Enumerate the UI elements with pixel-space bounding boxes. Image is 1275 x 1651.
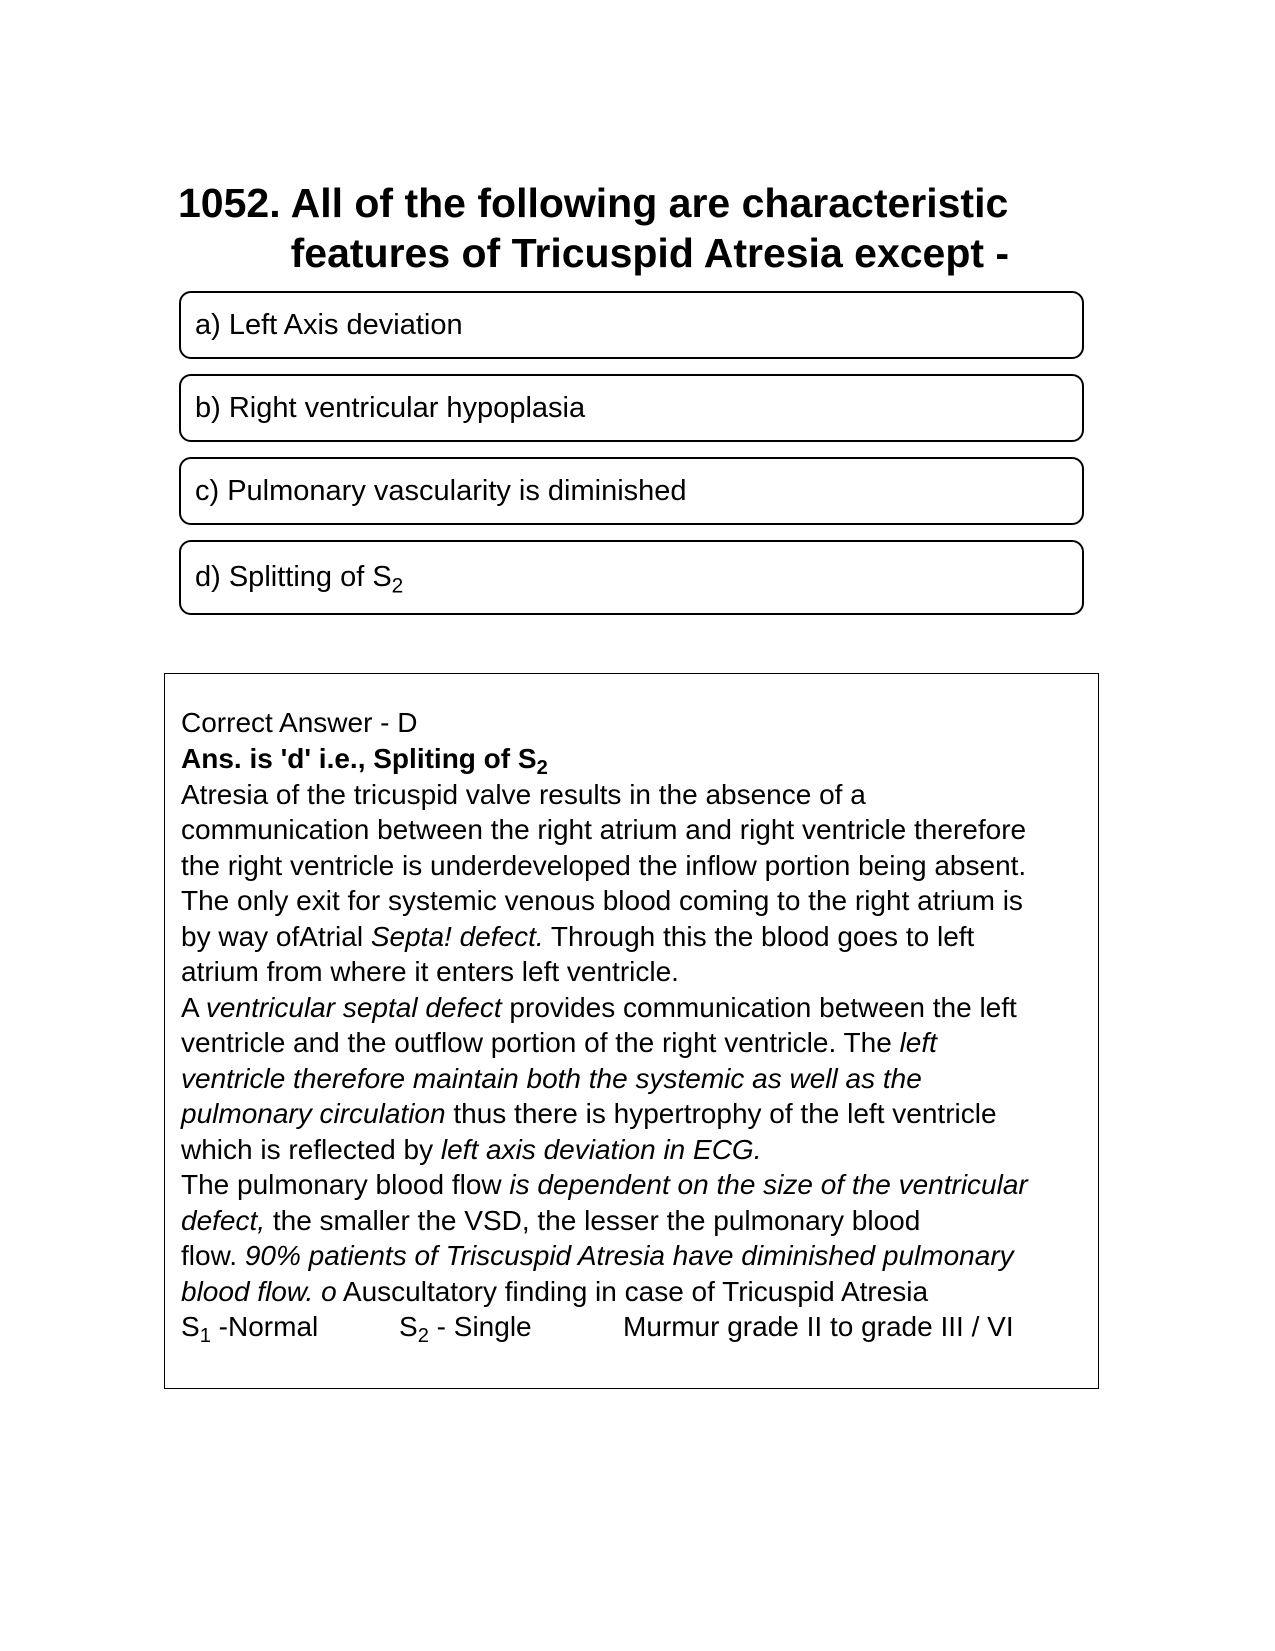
text-line: atrium from where it enters left ventricle.: [181, 956, 679, 987]
option-c[interactable]: [179, 457, 1084, 525]
answer-heading-subscript: 2: [536, 757, 548, 780]
s1-subscript: 1: [199, 1325, 211, 1348]
text-line: [181, 1274, 1082, 1310]
option-a[interactable]: [179, 291, 1084, 359]
text-line: [181, 1132, 1082, 1168]
finding-murmur: Murmur grade II to grade III / VI: [623, 1311, 1014, 1342]
text-line: communication between the right atrium and right ventricle therefore: [181, 814, 1027, 845]
s2-symbol: S: [399, 1311, 418, 1342]
text-line: [181, 1167, 1082, 1203]
option-d-subscript: 2: [391, 574, 404, 598]
option-d[interactable]: [179, 540, 1084, 615]
italic-span: Septa! defect.: [370, 920, 544, 952]
s1-value: -Normal: [210, 1311, 319, 1342]
question-number: 1052.: [178, 180, 281, 226]
italic-span: ventricular septal defect: [205, 991, 502, 1023]
option-c-label: c) Pulmonary vascularity is diminished: [195, 474, 687, 507]
italic-span: ventricle therefore maintain both the systemic as well as the: [181, 1062, 922, 1094]
text-span: provides communication between the left: [501, 991, 1017, 1023]
s2-subscript: 2: [417, 1325, 429, 1348]
text-span: Through this the blood goes to left: [543, 920, 975, 952]
auscultatory-findings: [181, 1309, 1082, 1348]
option-d-label: [195, 561, 404, 598]
text-line: the right ventricle is underdeveloped the inflow portion being absent.: [181, 849, 1027, 881]
question-text: All of the following are characteristic features of Tricuspid Atresia except -: [290, 180, 1010, 276]
explanation-paragraph-1: [181, 777, 1082, 990]
text-line: [181, 1061, 1082, 1097]
text-line: [181, 919, 1082, 955]
italic-span: pulmonary circulation: [181, 1098, 446, 1129]
text-span: flow.: [181, 1240, 245, 1271]
correct-answer: Correct Answer - D: [181, 707, 418, 738]
text-span: the smaller the VSD, the lesser the pulmonary blood: [265, 1204, 921, 1236]
explanation-paragraph-3: [181, 1167, 1082, 1309]
option-b[interactable]: [179, 374, 1084, 442]
finding-s1: [181, 1309, 399, 1348]
text-span: The pulmonary blood flow: [181, 1169, 510, 1200]
answer-explanation-box: [164, 673, 1099, 1389]
finding-s2: [399, 1309, 623, 1348]
text-span: ventricle and the outflow portion of the right ventricle. The: [181, 1027, 900, 1058]
answer-heading: [181, 741, 1082, 780]
s1-symbol: S: [181, 1311, 200, 1342]
text-line: [181, 1096, 1082, 1132]
text-line: [181, 1025, 1082, 1061]
explanation-paragraph-2: [181, 990, 1082, 1168]
text-line: [181, 990, 1082, 1026]
text-span: thus there is hypertrophy of the left ventricle: [445, 1098, 997, 1129]
italic-span: 90% patients of Triscuspid Atresia have diminished pulmonary: [244, 1240, 1014, 1271]
text-line: Atresia of the tricuspid valve results in the absence of a: [181, 778, 866, 810]
answer-heading-text: Ans. is 'd' i.e., Spliting of S: [181, 743, 537, 774]
text-span: which is reflected by: [181, 1133, 441, 1165]
text-line: [181, 1203, 1082, 1239]
italic-span: blood flow. o: [181, 1275, 337, 1307]
text-line: [181, 1238, 1082, 1274]
question: [178, 178, 1078, 278]
text-span: by way ofAtrial: [181, 920, 371, 952]
s2-value: - Single: [428, 1311, 532, 1342]
text-span: Auscultatory finding in case of Tricuspid Atresia: [336, 1275, 929, 1307]
italic-span: left: [899, 1027, 937, 1058]
text-line: The only exit for systemic venous blood coming to the right atrium is: [181, 885, 1023, 916]
option-a-label: a) Left Axis deviation: [195, 308, 463, 341]
italic-span: left axis deviation in ECG.: [440, 1133, 762, 1165]
text-span: A: [181, 991, 206, 1023]
italic-span: defect,: [181, 1204, 266, 1236]
italic-span: is dependent on the size of the ventricular: [509, 1169, 1028, 1200]
option-d-text: d) Splitting of S: [195, 561, 392, 593]
option-b-label: b) Right ventricular hypoplasia: [195, 391, 586, 424]
